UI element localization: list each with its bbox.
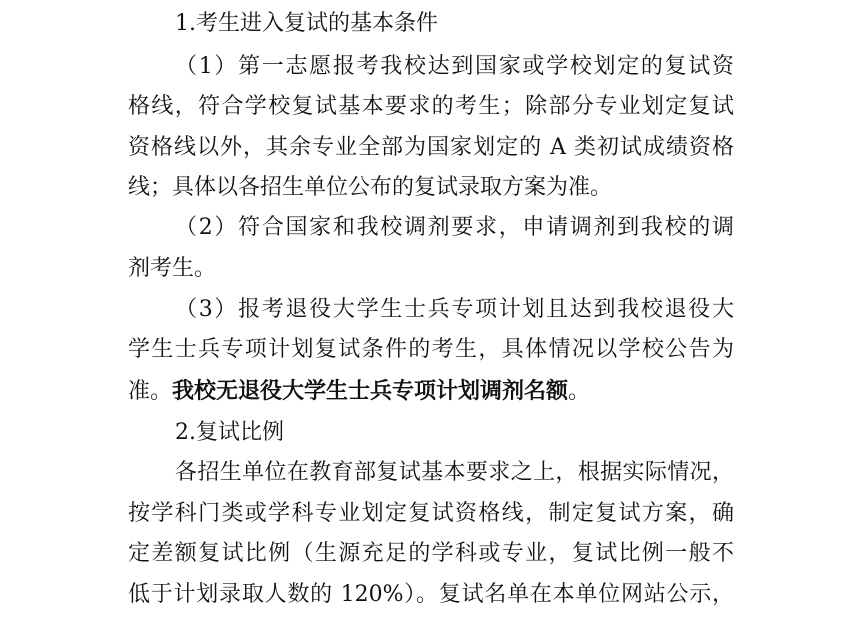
paragraph-3-line-2: 学生士兵专项计划复试条件的考生，具体情况以学校公告为 — [128, 337, 734, 362]
paragraph-4-line-1: 各招生单位在教育部复试基本要求之上，根据实际情况， — [175, 460, 734, 485]
no-veteran-transfer-notice: 我校无退役大学生士兵专项计划调剂名额 — [172, 378, 569, 404]
paragraph-3-line-3-suffix: 。 — [568, 379, 591, 404]
paragraph-2-line-2: 剂考生。 — [128, 256, 217, 281]
paragraph-2-line-1: （2）符合国家和我校调剂要求，申请调剂到我校的调 — [175, 215, 734, 240]
paragraph-1-line-4: 线；具体以各招生单位公布的复试录取方案为准。 — [128, 175, 613, 200]
section-heading-basic-conditions: 1.考生进入复试的基本条件 — [175, 11, 438, 36]
paragraph-1-line-1: （1）第一志愿报考我校达到国家或学校划定的复试资 — [175, 54, 734, 79]
paragraph-1-line-2: 格线，符合学校复试基本要求的考生；除部分专业划定复试 — [128, 94, 734, 119]
section-heading-retest-ratio: 2.复试比例 — [175, 420, 284, 445]
paragraph-4-line-4: 低于计划录取人数的 120%）。复试名单在本单位网站公示， — [128, 582, 734, 607]
paragraph-3-line-1: （3）报考退役大学生士兵专项计划且达到我校退役大 — [175, 297, 734, 322]
paragraph-3-line-3-prefix: 准。 — [128, 379, 173, 404]
paragraph-1-line-3: 资格线以外，其余专业全部为国家划定的 A 类初试成绩资格 — [128, 135, 734, 160]
paragraph-3-line-3 — [128, 376, 590, 406]
paragraph-4-line-3: 定差额复试比例（生源充足的学科或专业，复试比例一般不 — [128, 541, 734, 566]
paragraph-4-line-2: 按学科门类或学科专业划定复试资格线，制定复试方案，确 — [128, 501, 734, 526]
